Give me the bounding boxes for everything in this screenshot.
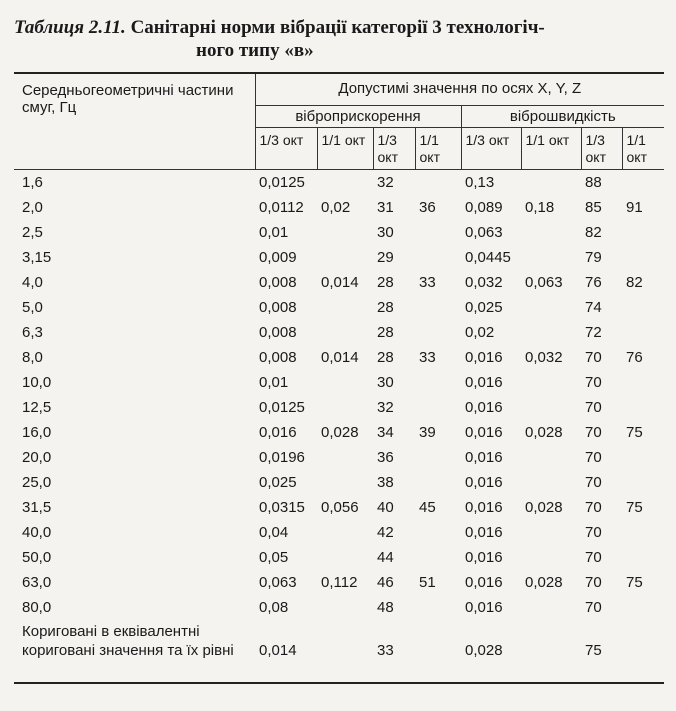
table-cell: 0,016: [465, 573, 503, 591]
table-cell: 0,025: [465, 298, 503, 316]
table-row: [14, 495, 664, 520]
table-row: [14, 520, 664, 545]
table-row: [14, 220, 664, 245]
table-cell: [521, 169, 581, 195]
table-cell: 0,008: [259, 323, 297, 341]
table-cell: 0,02: [465, 323, 495, 341]
table-cell: [317, 245, 373, 270]
table-cell: 0,05: [259, 548, 289, 566]
table-cell: [521, 545, 581, 570]
table-cell: 0,008: [259, 348, 297, 366]
table-cell: [622, 370, 664, 395]
frequency-cell: 20,0: [22, 448, 52, 466]
table-cell: 0,016: [465, 523, 503, 541]
table-cell: [317, 620, 373, 683]
table-cell: [415, 245, 461, 270]
table-cell: 0,01: [259, 373, 289, 391]
table-cell: [317, 295, 373, 320]
table-cell: 70: [585, 498, 602, 516]
frequency-cell: 1,6: [22, 173, 43, 191]
table-cell: 40: [377, 498, 394, 516]
frequency-cell: 10,0: [22, 373, 52, 391]
table-cell: 29: [377, 248, 394, 266]
table-cell: [622, 245, 664, 270]
table-cell: [415, 595, 461, 620]
band-header: 1/1 окт: [317, 127, 373, 169]
table-cell: [521, 595, 581, 620]
frequency-cell: 2,0: [22, 198, 43, 216]
caption-title-line1: Санітарні норми вібрації категорії 3 технологіч-: [130, 17, 545, 38]
band-header: 1/3 окт: [581, 127, 622, 169]
frequency-cell: 50,0: [22, 548, 52, 566]
table-cell: 70: [585, 473, 602, 491]
table-cell: 0,0196: [259, 448, 305, 466]
table-cell: 0,063: [259, 573, 297, 591]
table-cell: 70: [585, 448, 602, 466]
table-body: [14, 169, 664, 683]
table-cell: 0,014: [321, 348, 359, 366]
acceleration-header: віброприскорення: [255, 105, 461, 127]
table-cell: 0,016: [259, 423, 297, 441]
table-cell: 0,016: [465, 348, 503, 366]
frequency-cell: 12,5: [22, 398, 52, 416]
table-cell: 0,016: [465, 448, 503, 466]
table-cell: 28: [377, 323, 394, 341]
table-cell: [415, 370, 461, 395]
table-row: [14, 570, 664, 595]
table-row: [14, 595, 664, 620]
frequency-cell: 25,0: [22, 473, 52, 491]
band-header: 1/1 окт: [415, 127, 461, 169]
table-cell: [415, 220, 461, 245]
band-header: 1/1 окт: [521, 127, 581, 169]
table-cell: 0,0315: [259, 498, 305, 516]
table-cell: [521, 370, 581, 395]
table-cell: 31: [377, 198, 394, 216]
table-cell: 30: [377, 373, 394, 391]
table-cell: 51: [419, 573, 436, 591]
caption-title-line2: ного типу «в»: [196, 40, 314, 61]
band-header: 1/3 окт: [461, 127, 521, 169]
table-cell: [521, 220, 581, 245]
frequency-cell: 8,0: [22, 348, 43, 366]
table-number: Таблиця 2.11.: [14, 17, 126, 38]
table-cell: 75: [585, 642, 602, 659]
table-cell: 28: [377, 348, 394, 366]
table-cell: [415, 620, 461, 683]
table-cell: [622, 320, 664, 345]
frequency-cell: 4,0: [22, 273, 43, 291]
band-header: 1/3 окт: [373, 127, 415, 169]
table-row: [14, 295, 664, 320]
table-cell: 70: [585, 598, 602, 616]
table-cell: 70: [585, 348, 602, 366]
table-row: [14, 470, 664, 495]
table-cell: 32: [377, 173, 394, 191]
table-cell: [622, 620, 664, 683]
frequency-cell: 40,0: [22, 523, 52, 541]
table-cell: 38: [377, 473, 394, 491]
table-cell: 46: [377, 573, 394, 591]
table-cell: 0,028: [321, 423, 359, 441]
table-cell: 70: [585, 548, 602, 566]
frequency-cell: 3,15: [22, 248, 52, 266]
table-cell: 0,028: [465, 642, 503, 659]
table-cell: [415, 169, 461, 195]
table-cell: [415, 545, 461, 570]
table-cell: 0,08: [259, 598, 289, 616]
table-cell: 0,016: [465, 548, 503, 566]
table-row: [14, 445, 664, 470]
table-cell: 34: [377, 423, 394, 441]
table-cell: 0,18: [525, 198, 555, 216]
frequency-column-header: Середньогеометричні частини смуг, Гц: [14, 73, 255, 169]
table-cell: 75: [626, 573, 643, 591]
table-row: [14, 270, 664, 295]
table-cell: [415, 395, 461, 420]
table-cell: 82: [626, 273, 643, 291]
table-cell: 0,0112: [259, 198, 304, 216]
table-cell: [521, 295, 581, 320]
frequency-cell: 16,0: [22, 423, 52, 441]
table-cell: [317, 395, 373, 420]
table-cell: 0,02: [321, 198, 351, 216]
table-cell: 82: [585, 223, 602, 241]
table-cell: 33: [419, 273, 436, 291]
table-cell: 0,025: [259, 473, 297, 491]
table-cell: 0,008: [259, 298, 297, 316]
frequency-cell: 31,5: [22, 498, 52, 516]
table-cell: [622, 445, 664, 470]
table-cell: 32: [377, 398, 394, 416]
table-cell: 0,0445: [465, 248, 511, 266]
table-cell: 0,0125: [259, 398, 305, 416]
table-cell: [317, 220, 373, 245]
table-cell: 44: [377, 548, 394, 566]
table-row: [14, 169, 664, 195]
table-row: [14, 545, 664, 570]
velocity-header: віброшвидкість: [461, 105, 664, 127]
table-cell: 28: [377, 298, 394, 316]
table-cell: 0,01: [259, 223, 289, 241]
table-cell: 0,0125: [259, 173, 305, 191]
footer-label: Кориговані в еквівалентні кориговані значення та їх рівні: [22, 622, 234, 659]
vibration-norms-table: [14, 72, 664, 684]
table-cell: [622, 220, 664, 245]
table-cell: 45: [419, 498, 436, 516]
table-cell: 0,008: [259, 273, 297, 291]
table-cell: 74: [585, 298, 602, 316]
table-cell: [622, 295, 664, 320]
table-row: [14, 395, 664, 420]
table-cell: 36: [419, 198, 436, 216]
table-cell: [521, 320, 581, 345]
table-cell: 33: [419, 348, 436, 366]
table-row: [14, 370, 664, 395]
frequency-cell: 6,3: [22, 323, 43, 341]
table-cell: 0,04: [259, 523, 289, 541]
table-cell: 0,032: [525, 348, 563, 366]
table-cell: 48: [377, 598, 394, 616]
table-cell: [622, 395, 664, 420]
table-cell: [622, 470, 664, 495]
table-cell: 70: [585, 423, 602, 441]
table-cell: 0,028: [525, 423, 563, 441]
table-cell: [317, 169, 373, 195]
table-cell: 91: [626, 198, 643, 216]
table-cell: 0,089: [465, 198, 503, 216]
table-cell: [521, 395, 581, 420]
table-cell: [521, 520, 581, 545]
table-cell: 33: [377, 642, 394, 659]
table-cell: 79: [585, 248, 602, 266]
table-cell: [521, 445, 581, 470]
table-cell: [415, 520, 461, 545]
table-cell: 70: [585, 573, 602, 591]
table-cell: 0,032: [465, 273, 503, 291]
table-cell: [622, 595, 664, 620]
table-cell: [521, 470, 581, 495]
frequency-cell: 5,0: [22, 298, 43, 316]
table-cell: 70: [585, 523, 602, 541]
frequency-cell: 63,0: [22, 573, 52, 591]
table-cell: 28: [377, 273, 394, 291]
table-cell: 0,016: [465, 598, 503, 616]
table-cell: 75: [626, 423, 643, 441]
table-cell: 0,016: [465, 398, 503, 416]
table-cell: 85: [585, 198, 602, 216]
table-cell: [415, 295, 461, 320]
table-cell: 76: [626, 348, 643, 366]
table-cell: [415, 320, 461, 345]
table-row: [14, 320, 664, 345]
table-cell: 75: [626, 498, 643, 516]
table-cell: 70: [585, 398, 602, 416]
table-cell: [317, 470, 373, 495]
table-row: [14, 195, 664, 220]
table-cell: 0,016: [465, 498, 503, 516]
table-cell: 0,009: [259, 248, 297, 266]
table-cell: [317, 445, 373, 470]
table-cell: [317, 545, 373, 570]
table-cell: 36: [377, 448, 394, 466]
table-cell: 0,016: [465, 473, 503, 491]
table-cell: [317, 320, 373, 345]
table-cell: 0,028: [525, 573, 563, 591]
frequency-cell: 2,5: [22, 223, 43, 241]
table-cell: 70: [585, 373, 602, 391]
table-cell: [317, 520, 373, 545]
table-cell: 0,063: [465, 223, 503, 241]
table-cell: 0,063: [525, 273, 563, 291]
table-row: [14, 245, 664, 270]
table-cell: [521, 620, 581, 683]
table-cell: 0,016: [465, 373, 503, 391]
table-cell: 72: [585, 323, 602, 341]
table-cell: 0,014: [259, 642, 297, 659]
table-cell: 42: [377, 523, 394, 541]
table-cell: 0,056: [321, 498, 359, 516]
table-cell: [622, 545, 664, 570]
table-cell: 76: [585, 273, 602, 291]
band-header: 1/3 окт: [255, 127, 317, 169]
table-row: [14, 420, 664, 445]
table-cell: [521, 245, 581, 270]
table-cell: 0,112: [321, 573, 358, 591]
table-row: [14, 345, 664, 370]
table-cell: 0,014: [321, 273, 359, 291]
table-cell: [415, 470, 461, 495]
table-cell: 0,13: [465, 173, 495, 191]
frequency-cell: 80,0: [22, 598, 52, 616]
table-cell: [622, 520, 664, 545]
table-cell: [622, 169, 664, 195]
band-header: 1/1 окт: [622, 127, 664, 169]
table-cell: 30: [377, 223, 394, 241]
table-cell: 88: [585, 173, 602, 191]
table-cell: [317, 370, 373, 395]
table-cell: [415, 445, 461, 470]
footer-row: [14, 620, 664, 683]
table-cell: 0,028: [525, 498, 563, 516]
table-cell: [317, 595, 373, 620]
allowed-values-header: Допустимі значення по осях X, Y, Z: [255, 73, 664, 105]
table-cell: 39: [419, 423, 436, 441]
table-cell: 0,016: [465, 423, 503, 441]
table-caption: [14, 16, 664, 62]
